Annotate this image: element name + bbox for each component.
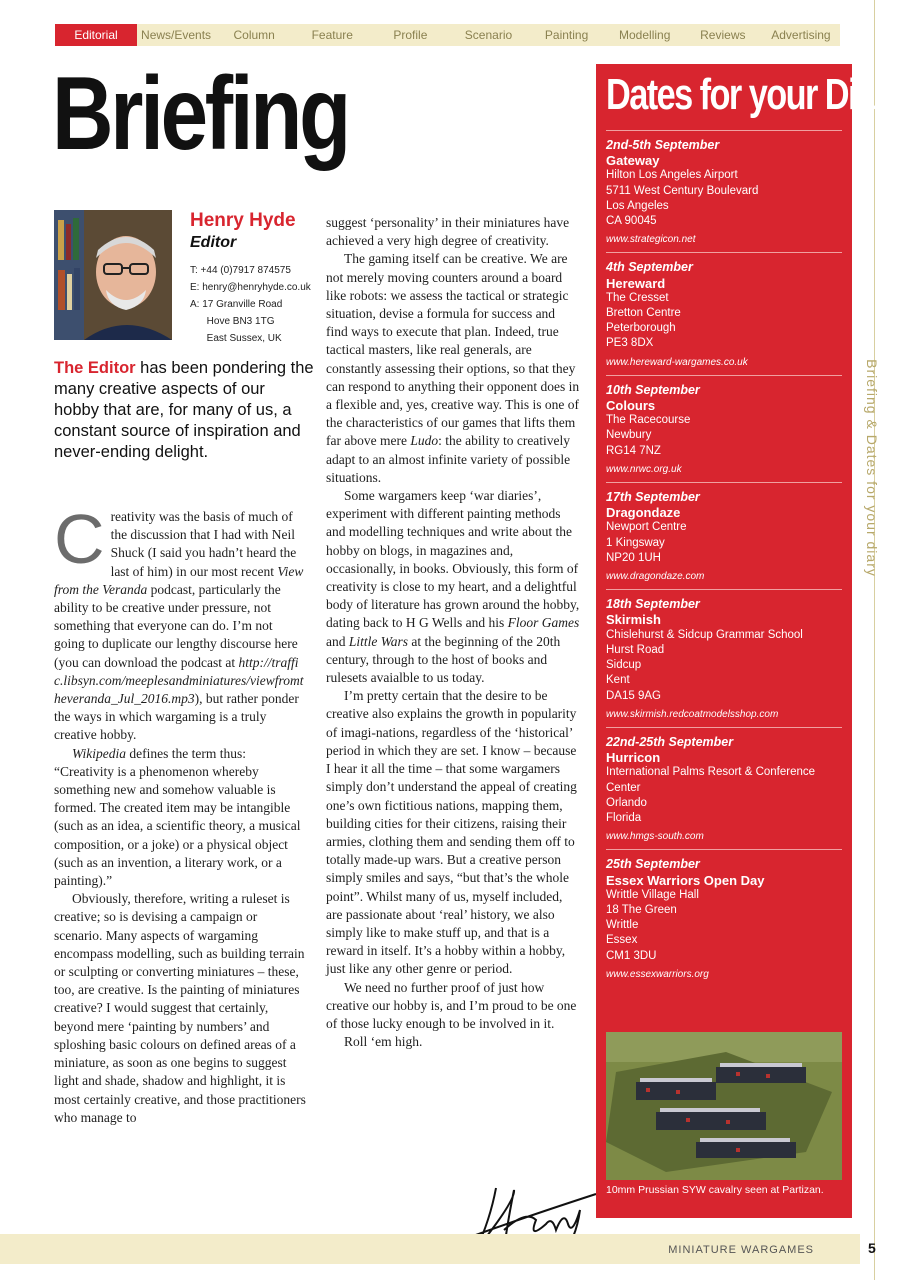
event-address-line: NP20 1UH bbox=[606, 551, 661, 564]
diary-event bbox=[606, 482, 842, 589]
event-website[interactable]: www.dragondaze.com bbox=[606, 571, 705, 583]
nav-tab-advertising[interactable]: Advertising bbox=[771, 28, 831, 42]
event-date: 22nd-25th September bbox=[606, 734, 734, 749]
event-name: Gateway bbox=[606, 153, 660, 169]
author-photo bbox=[54, 210, 172, 340]
page-title: Briefing bbox=[52, 56, 348, 172]
body-paragraph: suggest ‘personality’ in their miniatures have achieved a very high degree of creativity. bbox=[326, 215, 570, 249]
event-name: Hurricon bbox=[606, 750, 661, 766]
event-name: Skirmish bbox=[606, 612, 661, 628]
event-address-line: 1 Kingsway bbox=[606, 536, 665, 549]
standfirst-text: has been pondering the many creative aspects of our hobby that are, for many of us, a constant source of inspiration and never-ending delight. bbox=[54, 359, 314, 461]
author-role: Editor bbox=[190, 234, 237, 251]
event-website[interactable]: www.nrwc.org.uk bbox=[606, 463, 682, 475]
body-text: Some wargamers keep ‘war diaries’, experiment with different painting methods and modelling techniques and write about the hobby on blogs, in magazines and, occasionally, in books. Obviously, this form of creativity is close to my heart, and a delightful body of literature has grown around the hobby, dating back to H G Wells and his bbox=[326, 488, 580, 631]
event-address-line: International Palms Resort & Conference Center bbox=[606, 766, 816, 794]
body-paragraph bbox=[326, 487, 580, 687]
contact-address-line: Hove BN3 1TG bbox=[190, 316, 275, 327]
standfirst-lead: The Editor bbox=[54, 359, 136, 377]
body-text: : the ability to creatively adapt to an almost infinite variety of possible situations. bbox=[326, 433, 571, 485]
nav-tab-painting[interactable]: Painting bbox=[544, 28, 589, 42]
body-text: at the beginning of the 20th century, through to the host of books and rulesets avaialble to us today. bbox=[326, 633, 561, 686]
diary-event-list bbox=[606, 130, 842, 987]
body-paragraph bbox=[54, 500, 306, 745]
event-date: 10th September bbox=[606, 382, 700, 397]
event-website[interactable]: www.hmgs-south.com bbox=[606, 831, 704, 843]
event-address-line: Orlando bbox=[606, 796, 647, 809]
diary-event bbox=[606, 130, 842, 252]
event-address-line: Los Angeles bbox=[606, 199, 669, 212]
page-number: 5 bbox=[868, 1240, 876, 1256]
contact-email[interactable]: E: henry@henryhyde.co.uk bbox=[190, 282, 311, 293]
event-address-line: Essex bbox=[606, 934, 638, 947]
contact-address-line: East Sussex, UK bbox=[190, 333, 282, 344]
event-address-line: 5711 West Century Boulevard bbox=[606, 184, 759, 197]
event-address-line: Newport Centre bbox=[606, 521, 687, 534]
event-address-line: Sidcup bbox=[606, 659, 642, 672]
footer-band bbox=[0, 1234, 860, 1264]
body-paragraph bbox=[54, 745, 306, 891]
event-address-line: 18 The Green bbox=[606, 903, 677, 916]
event-name: Colours bbox=[606, 398, 656, 414]
body-text: ), but rather ponder the ways in which wargaming is a truly creative hobby. bbox=[54, 691, 299, 743]
diary-event bbox=[606, 589, 842, 727]
event-address-line: Writtle bbox=[606, 919, 639, 932]
event-date: 4th September bbox=[606, 260, 693, 275]
event-date: 18th September bbox=[606, 597, 700, 612]
nav-tab-profile[interactable]: Profile bbox=[393, 28, 428, 42]
event-address-line: CM1 3DU bbox=[606, 949, 657, 962]
magazine-name: MINIATURE WARGAMES bbox=[668, 1244, 814, 1256]
event-address-line: RG14 7NZ bbox=[606, 444, 661, 457]
event-address-line: DA15 9AG bbox=[606, 689, 661, 702]
body-paragraph: We need no further proof of just how creative our hobby is, and I’m proud to be one of those lucky enough to be involved in it. bbox=[326, 979, 577, 1031]
event-address-line: Hilton Los Angeles Airport bbox=[606, 169, 738, 182]
contact-phone: T: +44 (0)7917 874575 bbox=[190, 265, 291, 276]
event-website[interactable]: www.hereward-wargames.co.uk bbox=[606, 356, 748, 368]
body-text: defines the term thus: “Creativity is a phenomenon whereby something new and somehow valuable is formed. The created item may be intangible (such as an idea, a scientific theory, a musical composition, or a joke) or a physical object (such as an invention, a literary work, or a painting).” bbox=[54, 745, 301, 889]
event-name: Essex Warriors Open Day bbox=[606, 872, 765, 888]
podcast-title: View from the Veranda bbox=[54, 563, 304, 597]
event-address-line: The Racecourse bbox=[606, 414, 691, 427]
body-paragraph: I’m pretty certain that the desire to be creative also explains the growth in popularity of imagi-nations, regardless of the ‘historical’ period in which they are set. I know – because I hear it all the time – that some wargamers simply don’t understand the appeal of creating one’s own fictitious nations, mapping them, building cities for their citizens, raising their armies, clothing them and sending them off to totally made-up wars. But a creative person simply smiles and says, “but that’s the whole point”. Whilst many of us, myself included, are passionate about ‘real’ history, we also simply like to make stuff up, and that is a reward in itself. It’s a hobby within a hobby, just like any other genre or period. bbox=[326, 688, 577, 977]
event-address-line: Newbury bbox=[606, 429, 652, 442]
nav-tab-feature[interactable]: Feature bbox=[311, 28, 353, 42]
event-address-line: Kent bbox=[606, 674, 630, 687]
event-address-line: Chislehurst & Sidcup Grammar School bbox=[606, 628, 803, 641]
contact-address-line: A: 17 Granville Road bbox=[190, 299, 283, 310]
event-date: 17th September bbox=[606, 490, 700, 505]
wikipedia-reference: Wikipedia bbox=[72, 745, 126, 761]
page-edge-rule bbox=[874, 0, 875, 1280]
body-paragraph: Obviously, therefore, writing a ruleset is creative; so is devising a campaign or scenario. Many aspects of wargaming encompass modelling, such as building terrain or sculpting or converting miniatures – these, too, are creative. Is the painting of miniatures creative? I would suggest that certainly, beyond mere ‘painting by numbers’ and sploshing basic colours on defined areas of a miniature, as soon as one begins to suggest light and shade, shadow and highlight, it is most certainly creative, and those practitioners who manage to bbox=[54, 891, 306, 1125]
book-title: Little Wars bbox=[348, 633, 409, 649]
diary-title: Dates for your Diary bbox=[606, 70, 903, 119]
event-address-line: Peterborough bbox=[606, 322, 676, 335]
event-address-line: The Cresset bbox=[606, 291, 669, 304]
diary-event bbox=[606, 252, 842, 374]
event-address-line: Bretton Centre bbox=[606, 307, 681, 320]
body-text: and bbox=[326, 633, 349, 649]
sign-off: Roll ‘em high. bbox=[344, 1034, 423, 1050]
body-paragraph bbox=[326, 250, 580, 487]
event-date: 2nd-5th September bbox=[606, 138, 720, 152]
nav-tab-column[interactable]: Column bbox=[233, 28, 275, 42]
author-name: Henry Hyde bbox=[190, 210, 296, 231]
side-running-title-text: Briefing & Dates for your diary bbox=[864, 359, 880, 577]
article-column-2 bbox=[326, 214, 580, 1051]
article-column-1 bbox=[54, 500, 306, 1127]
emphasis: Ludo bbox=[410, 433, 439, 449]
event-website[interactable]: www.skirmish.redcoatmodelsshop.com bbox=[606, 708, 779, 720]
drop-cap: C bbox=[54, 500, 105, 578]
event-address-line: Writtle Village Hall bbox=[606, 888, 699, 901]
event-name: Dragondaze bbox=[606, 505, 681, 521]
event-address-line: Florida bbox=[606, 811, 642, 824]
author-portrait-illustration bbox=[54, 210, 172, 340]
event-address-line: Hurst Road bbox=[606, 643, 665, 656]
diary-event bbox=[606, 727, 842, 849]
event-date: 25th September bbox=[606, 857, 700, 872]
event-name: Hereward bbox=[606, 275, 666, 291]
event-address-line: PE3 8DX bbox=[606, 337, 654, 350]
diary-event bbox=[606, 849, 842, 987]
body-text: The gaming itself can be creative. We are not merely moving counters around a board like robots: we assess the tactical or strategic situation, devise a formula for success and find ways to execute that plan. Indeed, true tactical masters, like real generals, are constantly assessing their options, so that they can respond to anything their opponent does in a flexible and, yes, creative way. This is one of the characteristics of our games that lifts them far above mere bbox=[326, 251, 580, 449]
nav-tab-news-events[interactable]: News/Events bbox=[141, 28, 212, 42]
event-address-line: CA 90045 bbox=[606, 215, 657, 228]
body-text: reativity was the basis of much of the discussion that I had with Neil Shuck (I said you hadn’t heard the last of him) in our most recent bbox=[110, 509, 297, 579]
event-website[interactable]: www.strategicon.net bbox=[606, 234, 696, 246]
section-nav bbox=[55, 24, 840, 46]
diary-event bbox=[606, 375, 842, 482]
nav-tab-editorial[interactable]: Editorial bbox=[55, 24, 137, 46]
nav-tab-reviews[interactable]: Reviews bbox=[700, 28, 746, 42]
podcast-url[interactable]: http://traffic.libsyn.com/meeplesandminiatures/viewfromtheveranda_Jul_2016.mp3 bbox=[54, 654, 304, 707]
nav-tab-scenario[interactable]: Scenario bbox=[464, 28, 513, 42]
body-text: podcast, particularly the ability to be creative under pressure, not something that everyone can do. I’m not going to duplicate our lengthy discourse here (you can download the podcast at bbox=[54, 581, 298, 670]
nav-tab-modelling[interactable]: Modelling bbox=[619, 28, 671, 42]
photo-caption: 10mm Prussian SYW cavalry seen at Partizan. bbox=[606, 1184, 824, 1196]
book-title: Floor Games bbox=[507, 615, 580, 631]
author-contact bbox=[190, 262, 311, 347]
cavalry-photo bbox=[606, 1032, 842, 1180]
standfirst bbox=[54, 358, 314, 463]
cavalry-photo-illustration bbox=[606, 1032, 842, 1180]
event-website[interactable]: www.essexwarriors.org bbox=[606, 968, 709, 980]
